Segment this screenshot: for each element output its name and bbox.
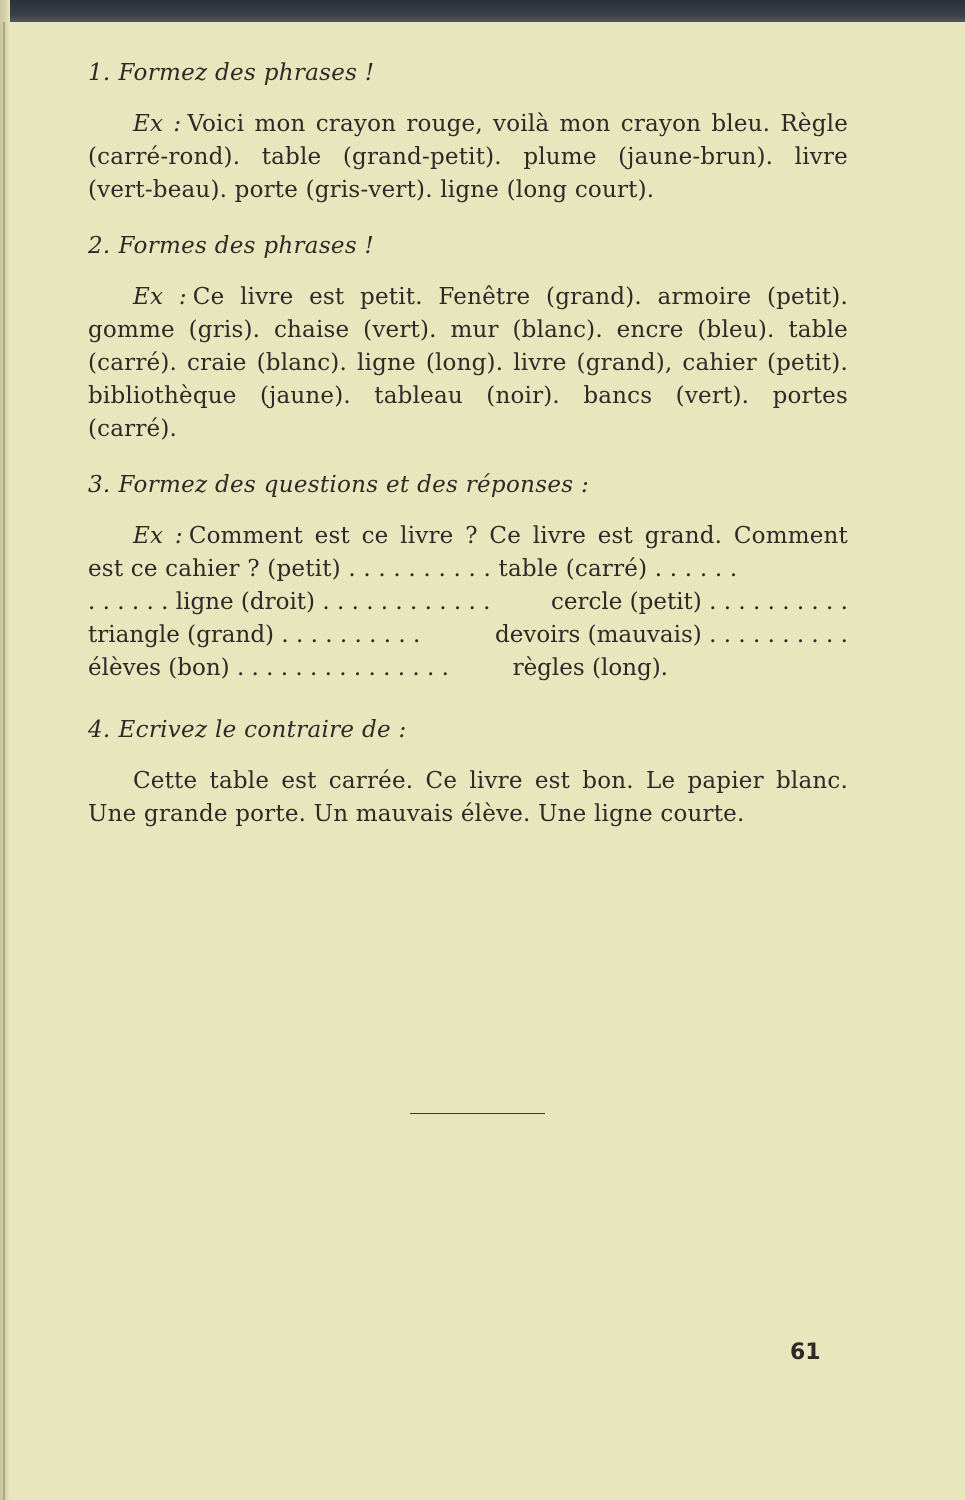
exercise-text: Cette table est carrée. Ce livre est bon. Le papier blanc. Une grande porte. Un mauvais élève. Une ligne courte. [88,768,848,827]
horizontal-rule [410,1113,545,1114]
line-item-left: . . . . . . ligne (droit) . . . . . . . . . . . . [88,589,491,615]
exercise-4 [88,715,848,831]
exercise-line [88,619,848,652]
exercise-body [88,765,848,831]
exercise-text: Comment est ce livre ? Ce livre est grand. Comment est ce cahier ? (petit) . . . . . . . . . . table (carré) . . . . . . [88,523,848,582]
binding-edge [0,0,10,1500]
exercise-number: 4. [88,717,111,743]
exercise-3 [88,470,848,685]
exercise-heading [88,58,848,88]
exercise-number: 2. [88,233,111,259]
page-content [88,58,848,855]
exercise-heading [88,231,848,261]
exercise-line [88,586,848,619]
exercise-heading [88,470,848,500]
exercise-body [88,108,848,207]
exercise-line [88,652,848,685]
exercise-number: 1. [88,60,111,86]
exercise-1 [88,58,848,207]
exercise-text: Voici mon crayon rouge, voilà mon crayon bleu. Règle (carré-rond). table (grand-petit). plume (jaune-brun). livre (vert-beau). porte (gris-vert). ligne (long court). [88,111,849,203]
exercise-2 [88,231,848,446]
line-item-right: règles (long). [512,655,668,681]
exercise-title: Formes des phrases ! [118,233,375,259]
exercise-body [88,520,848,586]
exercise-body [88,281,848,446]
example-label: Ex : [133,111,182,137]
example-label: Ex : [133,284,187,310]
exercise-title: Formez des questions et des réponses : [118,472,589,498]
example-label: Ex : [133,523,183,549]
exercise-heading [88,715,848,745]
page-top-edge [0,0,965,22]
binding-line [3,22,5,1500]
line-item-left: triangle (grand) . . . . . . . . . . [88,622,421,648]
line-item-right: devoirs (mauvais) . . . . . . . . . . [494,622,848,648]
exercise-title: Ecrivez le contraire de : [118,717,407,743]
line-item-left: élèves (bon) . . . . . . . . . . . . . . . [88,655,449,681]
exercise-text: Ce livre est petit. Fenêtre (grand). armoire (petit). gomme (gris). chaise (vert). mur (blanc). encre (bleu). table (carré). craie (blanc). ligne (long). livre (grand), cahier (petit). bibliothèque (jaune). tableau (noir). bancs (vert). portes (carré). [88,284,848,442]
line-item-right: cercle (petit) . . . . . . . . . . [551,589,848,615]
exercise-title: Formez des phrases ! [118,60,375,86]
page-number: 61 [790,1340,821,1365]
exercise-number: 3. [88,472,111,498]
